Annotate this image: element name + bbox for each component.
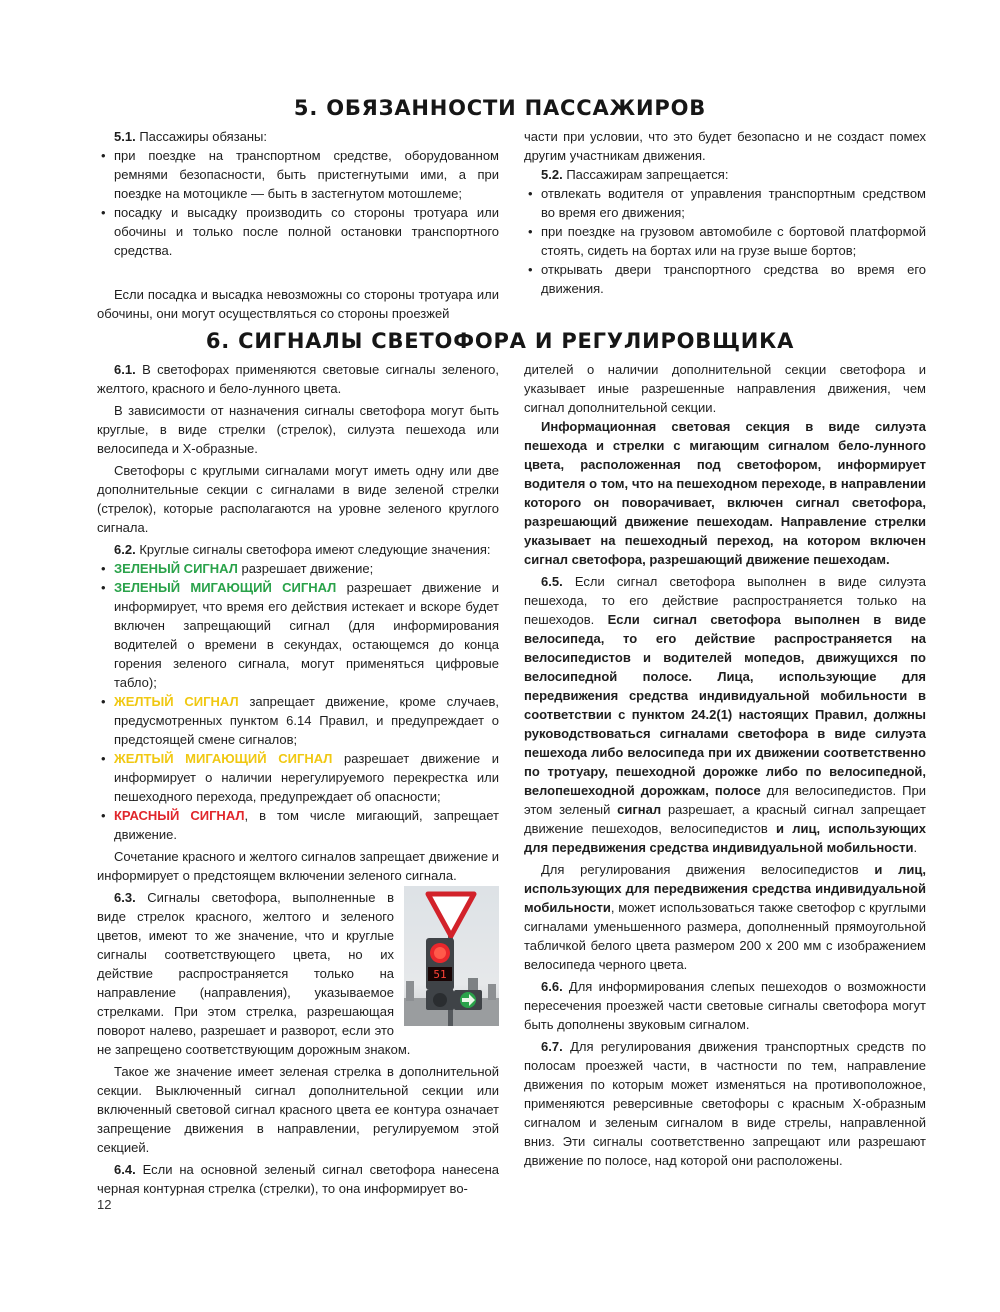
list-item: • посадку и высадку производить со стороны тротуара или обочины и только после полной остановки транспортного средства.: [97, 203, 499, 260]
clause-text: Круглые сигналы светофора имеют следующие значения:: [139, 542, 491, 557]
signal-item-red: [97, 806, 499, 844]
signal-label-green: ЗЕЛЕНЫЙ СИГНАЛ: [114, 561, 238, 576]
section-6-left-column: [97, 360, 499, 1196]
clause-text: Если на основной зеленый сигнал светофора нанесена черная контурная стрелка (стрелки), то она информирует во-: [97, 1162, 499, 1196]
clause-text-bold: и лиц, использующих для передвижения средства индивидуальной мобильности: [524, 862, 926, 915]
paragraph-5-1: [97, 127, 499, 146]
list-item: • открывать двери транспортного средства во время его движения.: [524, 260, 926, 298]
paragraph-6-4: [97, 1160, 499, 1198]
clause-number: 6.5.: [541, 574, 563, 589]
clause-text: для велосипедистов. При этом зеленый: [524, 783, 926, 817]
clause-text: разрешает, а красный сигнал запрещает движение пешеходов, велосипедистов: [524, 802, 926, 836]
clause-text: В светофорах применяются световые сигналы зеленого, желтого, красного и бело-лунного цвета.: [97, 362, 499, 396]
paragraph-6-5: [524, 572, 926, 857]
clause-text: .: [913, 840, 918, 855]
traffic-light-photo: [404, 886, 499, 1026]
clause-number: 6.1.: [114, 362, 136, 377]
clause-text: Пассажирам запрещается:: [566, 167, 729, 182]
paragraph-5-2: [524, 165, 926, 184]
paragraph: Такое же значение имеет зеленая стрелка в дополнительной секции. Выключенный сигнал дополнительной секции или включенный световой сигнал красного цвета ее контура означает запрещение движения в направлении, регулируемом этой секцией.: [97, 1064, 499, 1155]
clause-text: Если сигнал светофора выполнен в виде силуэта пешехода, то его действие распространяется только на пешеходов.: [524, 574, 926, 627]
signal-item-yellow-blinking: [97, 749, 499, 806]
signal-description: разрешает движение и информирует, что время его действия истекает и вскоре будет включен запрещающий сигнал (для информирования водителей о времени в секундах, остающемся до конца горения зеленого сигнала, могут применяться цифровые табло);: [114, 580, 499, 690]
list-item: • отвлекать водителя от управления транспортным средством во время его движения;: [524, 184, 926, 222]
clause-number: 6.7.: [541, 1039, 563, 1054]
clause-number: 6.3.: [114, 890, 136, 905]
clause-text: Для регулирования движения транспортных средств по полосам проезжей части, в частности по тем, направление движения по которым может изменяться на противоположное, применяются реверсивные светофоры с красным Х-образным сигналом и зеленым сигналом в виде стрелы, направленной вниз. Эти сигналы соответственно запрещают или разрешают движение по полосе, над которой они расположены.: [524, 1039, 926, 1168]
paragraph-6-6: [524, 977, 926, 1034]
clause-text: Пассажиры обязаны:: [139, 129, 268, 144]
page-number: 12: [97, 1197, 112, 1212]
paragraph-boarding: Если посадка и высадка невозможны со стороны тротуара или обочины, они могут осуществляться со стороны проезжей: [97, 287, 499, 321]
section-6-title: 6. СИГНАЛЫ СВЕТОФОРА И РЕГУЛИРОВЩИКА: [205, 329, 795, 353]
signal-description: , в том числе мигающий, запрещает движение.: [114, 808, 499, 842]
clause-number: 5.2.: [541, 167, 563, 182]
signal-item-yellow: [97, 692, 499, 749]
section-5-title: 5. ОБЯЗАННОСТИ ПАССАЖИРОВ: [293, 96, 707, 120]
clause-text-bold: и лиц, использующих для передвижения средства индивидуальной мобильности: [524, 821, 927, 855]
signal-label-green-blinking: ЗЕЛЕНЫЙ МИГАЮЩИЙ СИГНАЛ: [114, 580, 337, 595]
clause-number: 6.6.: [541, 979, 563, 994]
list-item: • при поездке на грузовом автомобиле с бортовой платформой стоять, сидеть на бортах или на грузе выше бортов;: [524, 222, 926, 260]
paragraph-cyclists: [524, 860, 926, 974]
signal-label-yellow: ЖЕЛТЫЙ СИГНАЛ: [114, 694, 239, 709]
countdown-value: 51: [433, 968, 447, 981]
clause-text-bold: сигнал: [617, 802, 662, 817]
clause-text: Сигналы светофора, выполненные в виде стрелок красного, желтого и зеленого цветов, имеют то же значение, что и круглые сигналы соответствующего цвета, но их действие распространяется только на направление (направления), указываемое стрелками. При этом стрелка, разрешающая поворот налево, разрешает и разворот, если это не запрещено соответствующим дорожным знаком.: [97, 890, 411, 1057]
list-item: • при поездке на транспортном средстве, оборудованном ремнями безопасности, быть пристегнутыми ими, а при поездке на мотоцикле — быть в застегнутом мотошлеме;: [97, 146, 499, 203]
signal-item-green-blinking: [97, 578, 499, 692]
traffic-light-illustration: [404, 886, 499, 1026]
paragraph: Светофоры с круглыми сигналами могут иметь одну или две дополнительные секции с сигналами в виде зеленой стрелки (стрелок), которые располагаются на уровне зеленого круглого сигнала.: [97, 463, 499, 535]
clause-number: 6.4.: [114, 1162, 136, 1177]
paragraph: В зависимости от назначения сигналы светофора могут быть круглые, в виде стрелки (стрелок), силуэта пешехода или велосипеда и Х-образные.: [97, 403, 499, 456]
signal-item-green: [97, 559, 499, 578]
signal-description: запрещает движение, кроме случаев, предусмотренных пунктом 6.14 Правил, и предупреждает о предстоящей смене сигналов;: [114, 694, 499, 747]
section-5-left-column: [97, 127, 499, 323]
paragraph-6-1: [97, 360, 499, 398]
signal-label-yellow-blinking: ЖЕЛТЫЙ МИГАЮЩИЙ СИГНАЛ: [114, 751, 333, 766]
section-5-right-column: [524, 127, 926, 298]
clause-text: Для информирования слепых пешеходов о возможности пересечения проезжей части световые сигналы светофора могут быть дополнены звуковым сигналом.: [524, 979, 926, 1032]
section-6-right-column: [524, 360, 926, 1170]
paragraph-info-section: Информационная световая секция в виде силуэта пешехода и стрелки с мигающим сигналом бело-лунного цвета, расположенная под светофором, информирует водителя о том, что на пешеходном переходе, в направлении которого он поворачивает, включен сигнал светофора, разрешающий движение пешеходам. Направление стрелки указывает на пешеходный переход, на котором включен сигнал светофора, разрешающий движение пешеходам.: [524, 419, 926, 567]
paragraph-boarding-continued: части при условии, что это будет безопасно и не создаст помех другим участникам движения.: [524, 129, 926, 163]
signal-description: разрешает движение;: [241, 561, 374, 576]
clause-text: , может использоваться также светофор с круглыми сигналами уменьшенного размера, дополненный прямоугольной табличкой белого цвета размером 200 х 200 мм с изображением велосипеда черного цвета.: [524, 900, 926, 972]
clause-text-bold: Если сигнал светофора выполнен в виде велосипеда, то его действие распространяется на велосипедистов и водителей мопедов, движущихся по велосипедной полосе. Лица, использующие для передвижения средства индивидуальной мобильности в соответствии с пунктом 24.2(1) настоящих Правил, должны руководствоваться сигналами светофора в виде силуэта пешехода либо велосипеда при их движении соответственно по тротуару, пешеходной дорожке либо по велосипедной, велопешеходной дорожкам, полосе: [524, 612, 926, 798]
paragraph-6-4-continued: дителей о наличии дополнительной секции светофора и указывает иные разрешенные направления движения, чем сигнал дополнительной секции.: [524, 362, 926, 415]
clause-number: 5.1.: [114, 129, 136, 144]
paragraph-6-2: [97, 540, 499, 559]
paragraph-combination: Сочетание красного и желтого сигналов запрещает движение и информирует о предстоящем включении зеленого сигнала.: [97, 849, 499, 883]
paragraph-6-7: [524, 1037, 926, 1170]
clause-text: Для регулирования движения велосипедистов: [541, 862, 859, 877]
clause-number: 6.2.: [114, 542, 136, 557]
signal-description: разрешает движение и информирует о наличии нерегулируемого перекрестка или пешеходного перехода, предупреждает об опасности;: [114, 751, 499, 804]
signal-label-red: КРАСНЫЙ СИГНАЛ: [114, 808, 245, 823]
